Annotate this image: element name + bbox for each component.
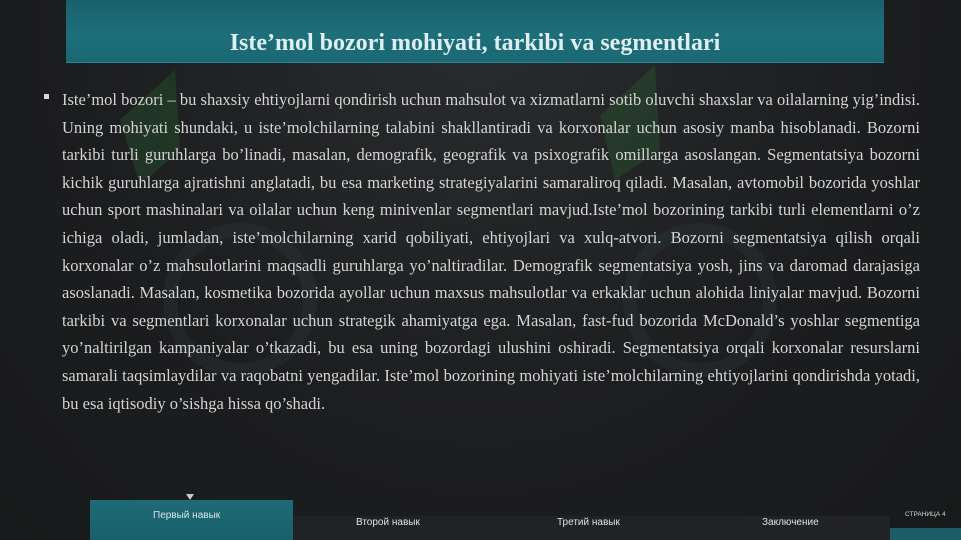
page-number-label: СТРАНИЦА 4 <box>905 511 946 518</box>
slide-body-text: Iste’mol bozori – bu shaxsiy ehtiyojlarni qondirish uchun mahsulot va xizmatlarni sotib oluvchi shaxslar va oilalarning yig’indisi. Uning mohiyati shundaki, u iste’molchilarning talabini shakllantiradi va korxonalar uchun asosiy manba hisoblanadi. Bozorni tarkibi turli guruhlarga bo’linadi, masalan, demografik, geografik va psixografik omillarga asoslangan. Segmentatsiya bozorni kichik guruhlarga ajratishni anglatadi, bu esa marketing strategiyalarini samaraliroq qiladi. Masalan, avtomobil bozorida yoshlar uchun sport mashinalari va oilalar uchun keng minivenlar segmentlari mavjud.Iste’mol bozorining tarkibi turli elementlarni o’z ichiga oladi, jumladan, iste’molchilarning xarid qobiliyati, ehtiyojlari va xulq-atvori. Bozorni segmentatsiya qilish orqali korxonalar o’z mahsulotlarini maqsadli guruhlarga yo’naltiradilar. Demografik segmentatsiya yosh, jins va daromad darajasiga asoslanadi. Masalan, kosmetika bozorida ayollar uchun maxsus mahsulotlar va erkaklar uchun alohida liniyalar mavjud. Bozorni tarkibi va segmentlari korxonalar uchun strategik ahamiyatga ega. Masalan, fast-fud bozorida McDonald’s yoshlar segmentiga yo’naltirilgan kampaniyalar o’tkazadi, bu esa uning bozordagi ulushini oshiradi. Segmentatsiya orqali korxonalar resurslarni samarali taqsimlaydilar va raqobatni yengadilar. Iste’mol bozorining mohiyati iste’molchilarning ehtiyojlarini qondirishda yotadi, bu esa iqtisodiy o’sishga hissa qo’shadi. <box>62 90 920 413</box>
nav-tab-first-skill[interactable]: Первый навык <box>153 510 221 521</box>
bottom-navigation <box>0 500 961 540</box>
active-tab-marker-icon <box>186 494 194 500</box>
nav-tab-conclusion[interactable]: Заключение <box>762 517 819 528</box>
nav-tab-second-skill[interactable]: Второй навык <box>356 517 420 528</box>
nav-tab-third-skill[interactable]: Третий навык <box>557 517 620 528</box>
title-bar <box>66 0 884 63</box>
bullet-square <box>44 94 49 99</box>
slide-title: Iste’mol bozori mohiyati, tarkibi va segmentlari <box>229 30 721 56</box>
